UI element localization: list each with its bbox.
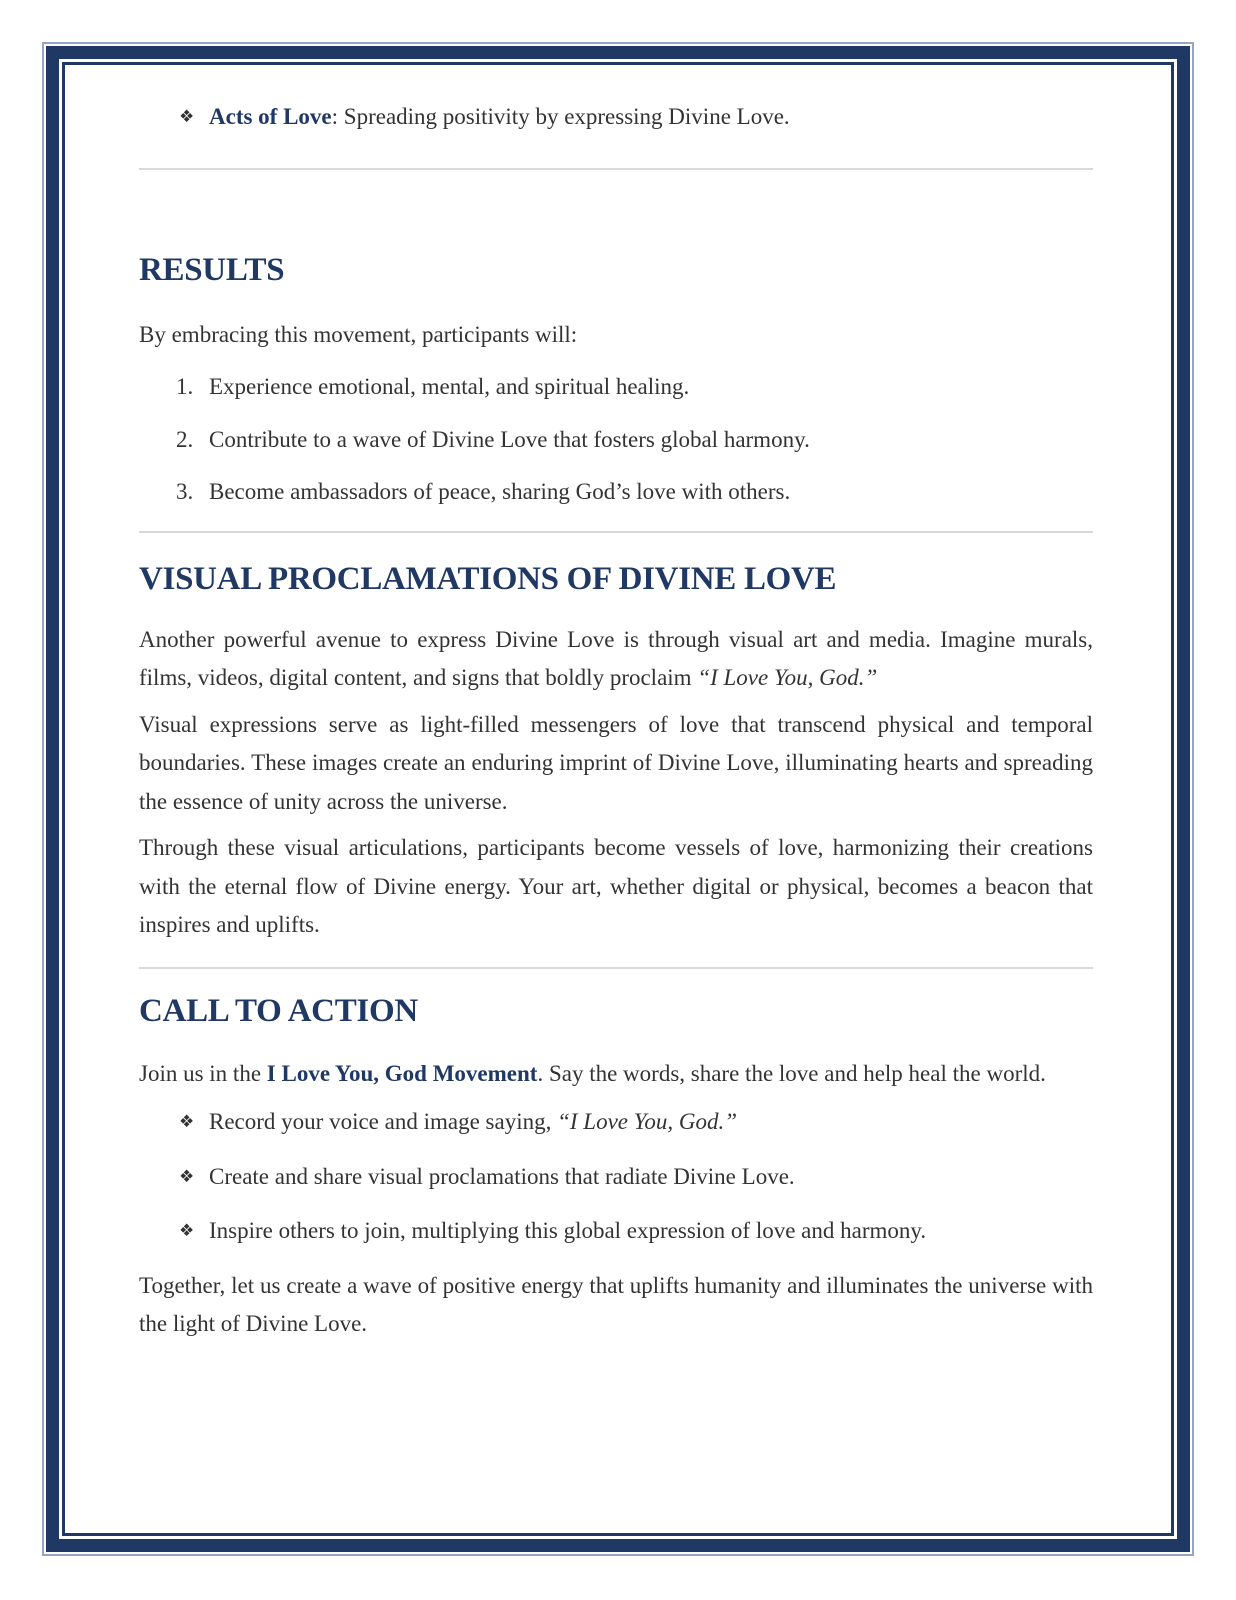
list-item-text: Contribute to a wave of Divine Love that fosters global harmony.	[209, 426, 810, 452]
list-item	[139, 368, 1093, 407]
paragraph-text: Another powerful avenue to express Divine Love is through visual art and media. Imagine murals, films, videos, digital content, and signs that boldly proclaim	[139, 626, 1093, 690]
diamond-bullet-icon: ❖	[179, 1221, 195, 1240]
paragraph-text: . Say the words, share the love and help heal the world.	[537, 1060, 1046, 1086]
visual-proclamations-heading: VISUAL PROCLAMATIONS OF DIVINE LOVE	[139, 560, 837, 597]
results-heading: RESULTS	[139, 251, 285, 288]
section-divider	[139, 531, 1093, 533]
paragraph-text: Join us in the	[139, 1060, 267, 1086]
acts-of-love-text: : Spreading positivity by expressing Divine Love.	[331, 104, 790, 129]
call-to-action-heading: CALL TO ACTION	[139, 992, 418, 1029]
cta-bullet-list	[139, 1103, 1093, 1251]
section-divider	[139, 168, 1093, 170]
diamond-bullet-icon: ❖	[179, 107, 195, 126]
results-intro: By embracing this movement, participants will:	[139, 321, 578, 347]
quoted-phrase: “I Love You, God.”	[557, 1109, 738, 1134]
list-number: 1.	[176, 374, 194, 399]
cta-paragraph	[139, 1055, 1093, 1094]
list-item	[139, 473, 1093, 512]
list-item	[139, 1212, 1093, 1251]
visual-paragraph-2: Visual expressions serve as light-filled messengers of love that transcend physical and temporal boundaries. These images create an enduring imprint of Divine Love, illuminating hearts and spreading the essence of unity across the universe.	[139, 711, 1093, 814]
page-border-inner	[62, 62, 1174, 1536]
list-item-text: Experience emotional, mental, and spiritual healing.	[209, 374, 690, 399]
quoted-phrase: “I Love You, God.”	[697, 665, 878, 690]
list-item	[139, 421, 1093, 460]
list-item-text: Inspire others to join, multiplying this global expression of love and harmony.	[209, 1218, 927, 1243]
diamond-bullet-icon: ❖	[179, 1112, 195, 1131]
list-item-text: Create and share visual proclamations that radiate Divine Love.	[209, 1163, 795, 1189]
results-numbered-list	[139, 368, 1093, 512]
list-item	[139, 1158, 1093, 1197]
acts-of-love-label: Acts of Love	[209, 104, 332, 129]
page-border-outer	[46, 46, 1190, 1552]
page-content	[65, 65, 1171, 1533]
list-number: 2.	[176, 426, 194, 452]
list-item	[139, 98, 1093, 137]
list-item	[139, 1103, 1093, 1142]
list-number: 3.	[176, 479, 194, 504]
list-item-text: Record your voice and image saying,	[209, 1109, 558, 1134]
acts-of-love-list	[139, 98, 1093, 137]
list-item-text: Become ambassadors of peace, sharing God’s love with others.	[209, 479, 791, 504]
visual-paragraph-1	[139, 621, 1093, 698]
diamond-bullet-icon: ❖	[179, 1166, 195, 1186]
section-divider	[139, 967, 1093, 969]
closing-paragraph: Together, let us create a wave of positive energy that uplifts humanity and illuminates the universe with the light of Divine Love.	[139, 1272, 1093, 1336]
visual-paragraph-3: Through these visual articulations, participants become vessels of love, harmonizing their creations with the eternal flow of Divine energy. Your art, whether digital or physical, becomes a beacon that inspires and uplifts.	[139, 835, 1093, 937]
movement-name: I Love You, God Movement	[266, 1060, 538, 1086]
